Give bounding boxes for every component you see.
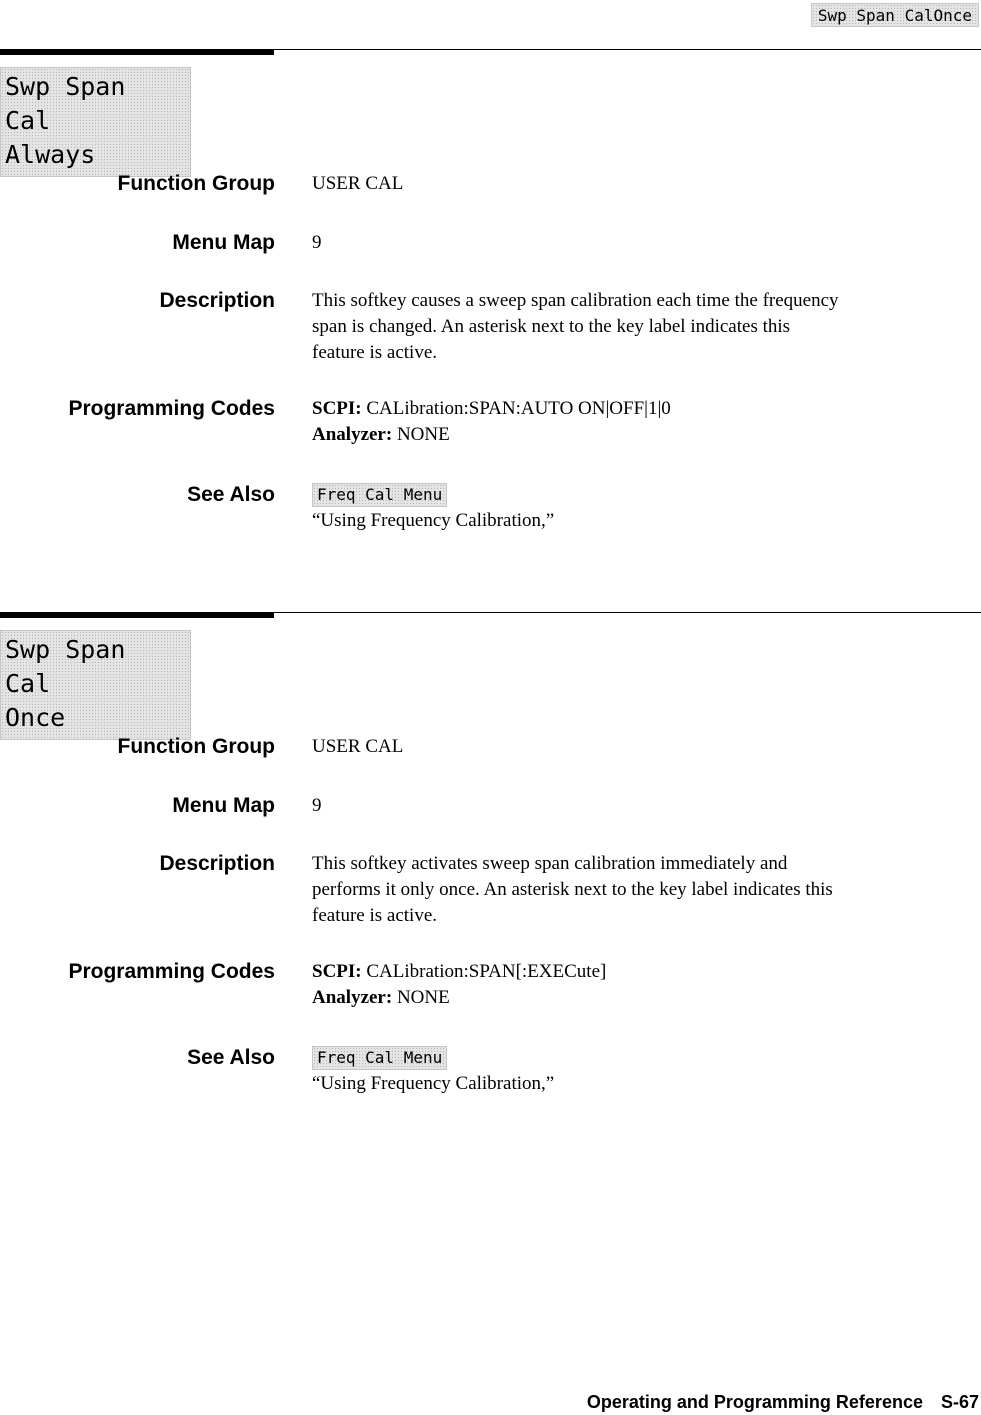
page-footer bbox=[587, 1392, 979, 1413]
function-group-text: USER CAL bbox=[312, 173, 404, 194]
section-rule-thick bbox=[0, 612, 274, 618]
function-group-value bbox=[312, 171, 980, 197]
analyzer-label: Analyzer: bbox=[312, 424, 393, 445]
see-also-label: See Also bbox=[187, 1046, 275, 1069]
softkey-title-line: Swp Span Cal bbox=[5, 635, 126, 698]
menu-map-label: Menu Map bbox=[172, 794, 275, 817]
running-head-softkey: Swp Span CalOnce bbox=[811, 3, 979, 27]
section-rule-thin bbox=[274, 612, 981, 613]
scpi-line bbox=[312, 959, 980, 985]
section-rule-thick bbox=[0, 49, 274, 55]
section-rule-thin bbox=[274, 49, 981, 50]
see-also-reference: “Using Frequency Calibration,” bbox=[312, 510, 555, 531]
freq-cal-menu-key[interactable]: Freq Cal Menu bbox=[312, 483, 447, 507]
softkey-title bbox=[0, 630, 191, 740]
description-line: This softkey activates sweep span calibration immediately and bbox=[312, 853, 788, 874]
analyzer-label: Analyzer: bbox=[312, 987, 393, 1008]
softkey-title-line: Once bbox=[5, 703, 66, 732]
description-line: feature is active. bbox=[312, 905, 438, 926]
scpi-command: CALibration:SPAN:AUTO ON|OFF|1|0 bbox=[366, 398, 671, 419]
analyzer-command: NONE bbox=[396, 424, 450, 445]
see-also-reference: “Using Frequency Calibration,” bbox=[312, 1073, 555, 1094]
scpi-command: CALibration:SPAN[:EXECute] bbox=[366, 961, 607, 982]
menu-map-text: 9 bbox=[312, 232, 322, 253]
softkey-title bbox=[0, 67, 191, 177]
freq-cal-menu-key[interactable]: Freq Cal Menu bbox=[312, 1046, 447, 1070]
programming-codes-label: Programming Codes bbox=[68, 397, 275, 420]
scpi-label: SCPI: bbox=[312, 398, 362, 419]
description-label: Description bbox=[159, 852, 275, 875]
menu-map-value bbox=[312, 230, 980, 256]
see-also-value bbox=[312, 1045, 980, 1097]
programming-codes-value bbox=[312, 959, 980, 1011]
analyzer-command: NONE bbox=[396, 987, 450, 1008]
menu-map-label: Menu Map bbox=[172, 231, 275, 254]
scpi-line bbox=[312, 396, 980, 422]
scpi-label: SCPI: bbox=[312, 961, 362, 982]
analyzer-line bbox=[312, 422, 980, 448]
footer-title: Operating and Programming Reference bbox=[586, 1392, 923, 1412]
description-text bbox=[312, 851, 980, 929]
description-line: feature is active. bbox=[312, 342, 438, 363]
see-also-label: See Also bbox=[187, 483, 275, 506]
function-group-label: Function Group bbox=[117, 735, 275, 758]
function-group-text: USER CAL bbox=[312, 736, 404, 757]
function-group-value bbox=[312, 734, 980, 760]
description-text bbox=[312, 288, 980, 366]
description-label: Description bbox=[159, 289, 275, 312]
analyzer-line bbox=[312, 985, 980, 1011]
function-group-label: Function Group bbox=[117, 172, 275, 195]
see-also-value bbox=[312, 482, 980, 534]
description-line: This softkey causes a sweep span calibration each time the frequency bbox=[312, 290, 839, 311]
description-line: span is changed. An asterisk next to the key label indicates this bbox=[312, 316, 791, 337]
softkey-title-line: Always bbox=[5, 140, 96, 169]
page-number: S-67 bbox=[940, 1392, 979, 1412]
description-line: performs it only once. An asterisk next to the key label indicates this bbox=[312, 879, 833, 900]
menu-map-value bbox=[312, 793, 980, 819]
programming-codes-label: Programming Codes bbox=[68, 960, 275, 983]
programming-codes-value bbox=[312, 396, 980, 448]
menu-map-text: 9 bbox=[312, 795, 322, 816]
softkey-title-line: Swp Span Cal bbox=[5, 72, 126, 135]
